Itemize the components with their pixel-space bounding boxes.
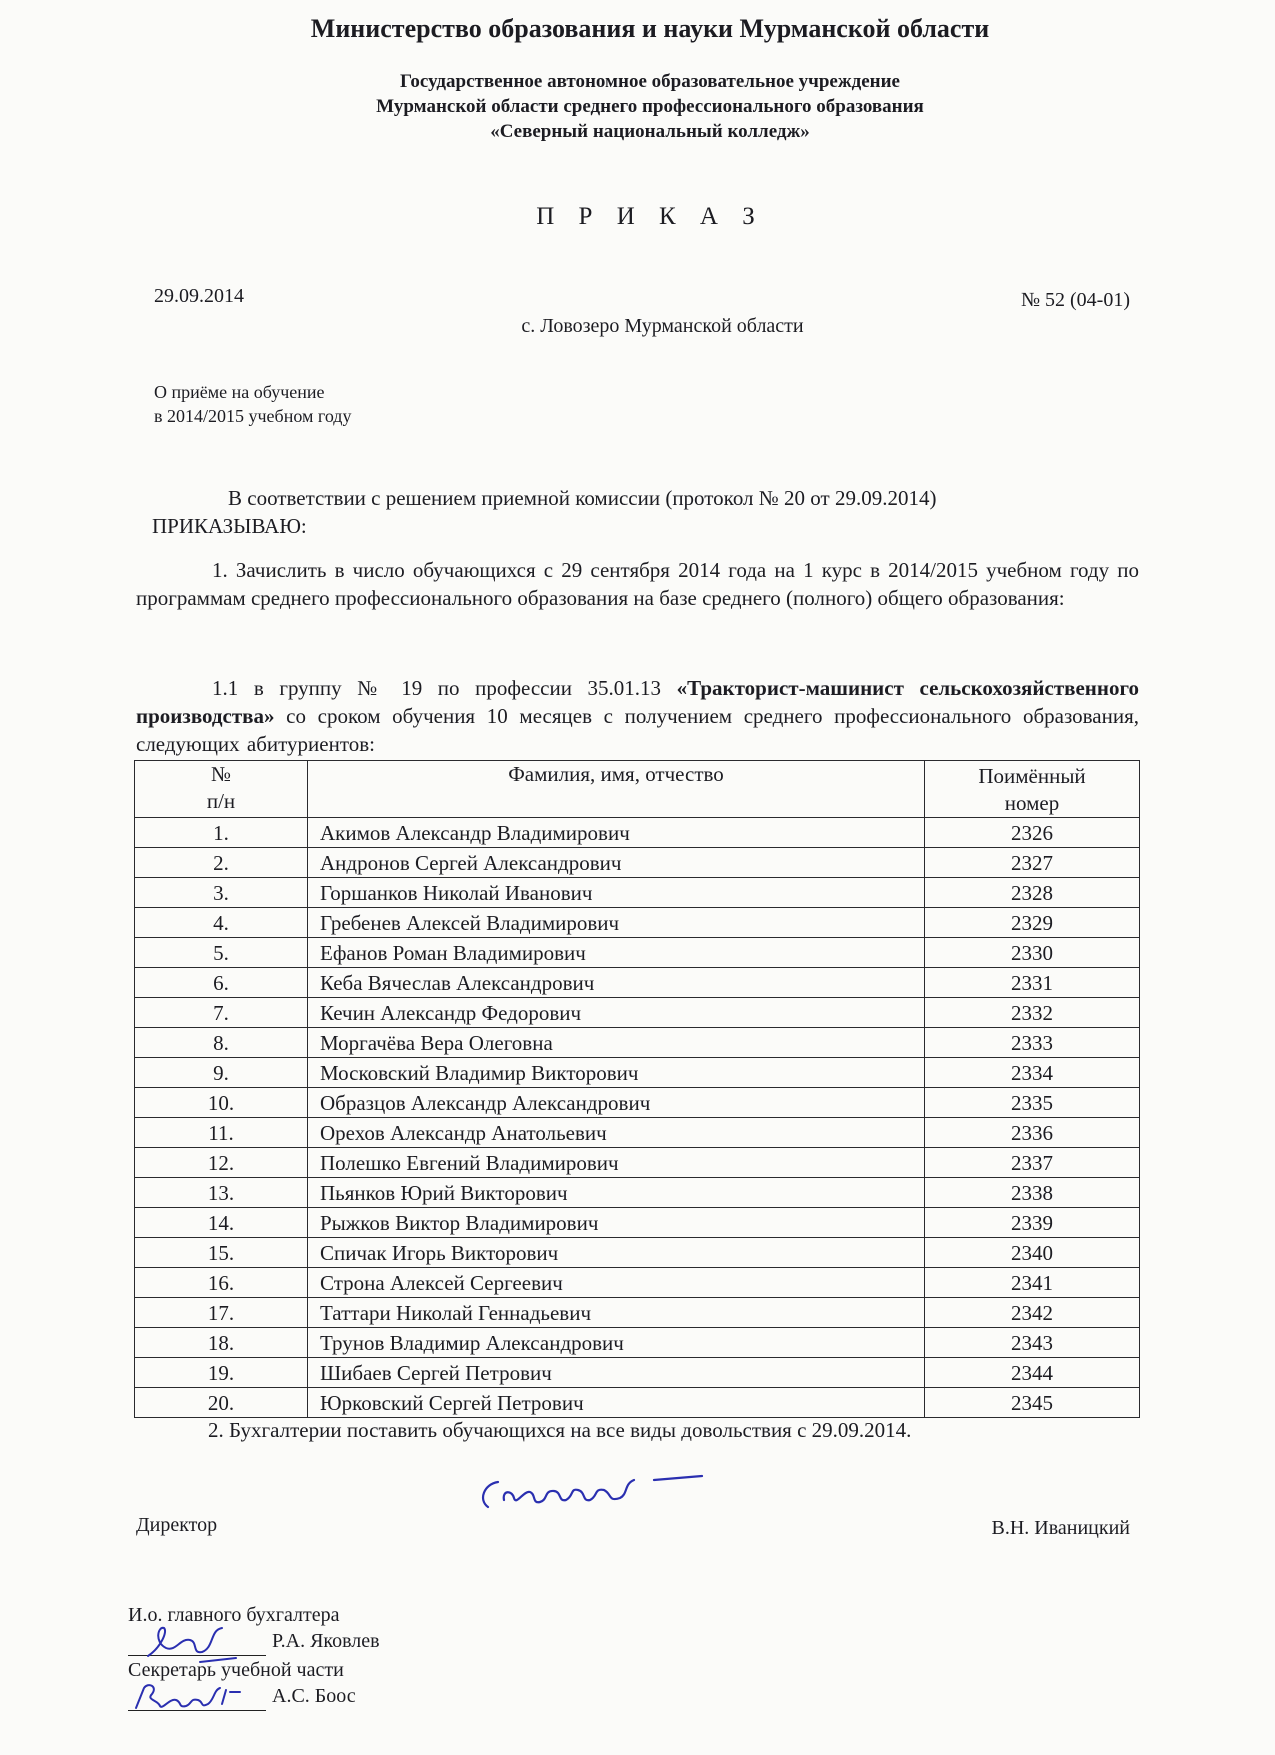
item-1-1-profession: «Тракторист-машинист сельскохозяйственного производства» [136,676,1140,728]
director-title: Директор [136,1514,218,1536]
director-name: В.Н. Иваницкий [991,1517,1130,1539]
order-place: с. Ловозеро Мурманской области [521,315,804,337]
row-number: 10. [135,1088,308,1118]
table-row [135,998,1140,1028]
row-registration-number: 2328 [925,878,1140,908]
row-full-name: Образцов Александр Александрович [308,1088,925,1118]
header-num-line-1: № [210,762,232,786]
table-row [135,1058,1140,1088]
row-full-name: Кеба Вячеслав Александрович [308,968,925,998]
row-registration-number: 2338 [925,1178,1140,1208]
header-num [135,761,308,818]
row-full-name: Пьянков Юрий Викторович [308,1178,925,1208]
row-number: 3. [135,878,308,908]
order-date: 29.09.2014 [154,285,244,307]
table-row [135,1358,1140,1388]
row-full-name: Кечин Александр Федорович [308,998,925,1028]
table-row [135,848,1140,878]
row-number: 18. [135,1328,308,1358]
item-2: 2. Бухгалтерии поставить обучающихся на все виды довольствия с 29.09.2014. [208,1418,912,1442]
table-row [135,1388,1140,1418]
row-number: 14. [135,1208,308,1238]
row-registration-number: 2332 [925,998,1140,1028]
director-signature [474,1460,774,1530]
row-full-name: Ефанов Роман Владимирович [308,938,925,968]
row-registration-number: 2334 [925,1058,1140,1088]
institution-line-1: Государственное автономное образовательное учреждение [399,71,900,92]
table-row [135,818,1140,848]
table-row [135,878,1140,908]
row-registration-number: 2342 [925,1298,1140,1328]
row-number: 11. [135,1118,308,1148]
row-registration-number: 2341 [925,1268,1140,1298]
secretary-name: А.С. Боос [272,1685,356,1707]
row-full-name: Акимов Александр Владимирович [308,818,925,848]
table-row [135,1328,1140,1358]
row-registration-number: 2329 [925,908,1140,938]
row-registration-number: 2326 [925,818,1140,848]
row-full-name: Таттари Николай Геннадьевич [308,1298,925,1328]
table-row [135,938,1140,968]
table-row [135,1028,1140,1058]
row-number: 8. [135,1028,308,1058]
header-reg [925,761,1140,818]
order-word: ПРИКАЗЫВАЮ: [152,514,307,538]
accountant-name: Р.А. Яковлев [272,1630,380,1652]
row-full-name: Трунов Владимир Александрович [308,1328,925,1358]
institution-line-3: «Северный национальный колледж» [490,121,810,142]
row-registration-number: 2345 [925,1388,1140,1418]
table-row [135,1268,1140,1298]
row-full-name: Шибаев Сергей Петрович [308,1358,925,1388]
row-registration-number: 2339 [925,1208,1140,1238]
preamble: В соответствии с решением приемной комиссии (протокол № 20 от 29.09.2014) [228,486,937,510]
subject-line-2: в 2014/2015 учебном году [154,406,352,426]
table-row [135,1208,1140,1238]
row-number: 19. [135,1358,308,1388]
row-number: 9. [135,1058,308,1088]
table-row [135,968,1140,998]
row-registration-number: 2331 [925,968,1140,998]
subject-line-1: О приёме на обучение [154,382,325,402]
row-number: 13. [135,1178,308,1208]
row-registration-number: 2336 [925,1118,1140,1148]
row-number: 6. [135,968,308,998]
row-number: 4. [135,908,308,938]
row-registration-number: 2333 [925,1028,1140,1058]
row-number: 16. [135,1268,308,1298]
row-number: 12. [135,1148,308,1178]
item-1-1 [136,674,1139,758]
institution-line-2: Мурманской области среднего профессионального образования [376,96,924,117]
row-registration-number: 2343 [925,1328,1140,1358]
row-full-name: Горшанков Николай Иванович [308,878,925,908]
row-full-name: Полешко Евгений Владимирович [308,1148,925,1178]
secretary-signature [130,1676,270,1716]
row-number: 1. [135,818,308,848]
table-row [135,1178,1140,1208]
document-type: П Р И К А З [536,203,764,230]
header-reg-line-2: номер [1004,791,1060,815]
row-full-name: Спичак Игорь Викторович [308,1238,925,1268]
ministry-title: Министерство образования и науки Мурманской области [310,14,990,43]
item-1-1-prefix: 1.1 в группу № 19 по профессии 35.01.13 [212,676,677,700]
table-row [135,1088,1140,1118]
table-row [135,1298,1140,1328]
item-1: 1. Зачислить в число обучающихся с 29 сентября 2014 года на 1 курс в 2014/2015 учебном году по программам среднего профессионального образования на базе среднего (полного) общего образования: [136,558,1139,610]
row-full-name: Орехов Александр Анатольевич [308,1118,925,1148]
row-registration-number: 2327 [925,848,1140,878]
students-table [134,760,1140,1418]
row-number: 5. [135,938,308,968]
row-number: 17. [135,1298,308,1328]
table-row [135,908,1140,938]
row-full-name: Московский Владимир Викторович [308,1058,925,1088]
header-num-line-2: п/н [206,789,236,813]
header-name [308,761,925,818]
row-number: 20. [135,1388,308,1418]
table-row [135,1118,1140,1148]
secretary-title: Секретарь учебной части [128,1659,344,1681]
row-registration-number: 2337 [925,1148,1140,1178]
row-registration-number: 2335 [925,1088,1140,1118]
header-reg-line-1: Поимённый [978,764,1086,788]
table-row [135,1238,1140,1268]
row-number: 2. [135,848,308,878]
row-full-name: Андронов Сергей Александрович [308,848,925,878]
row-number: 15. [135,1238,308,1268]
accountant-title: И.о. главного бухгалтера [128,1604,340,1626]
row-full-name: Моргачёва Вера Олеговна [308,1028,925,1058]
table-row [135,1148,1140,1178]
row-full-name: Юрковский Сергей Петрович [308,1388,925,1418]
table-header-row [135,761,1140,818]
row-registration-number: 2344 [925,1358,1140,1388]
header-name-text: Фамилия, имя, отчество [508,762,724,786]
row-full-name: Гребенев Алексей Владимирович [308,908,925,938]
row-number: 7. [135,998,308,1028]
row-registration-number: 2340 [925,1238,1140,1268]
row-full-name: Рыжков Виктор Владимирович [308,1208,925,1238]
row-registration-number: 2330 [925,938,1140,968]
order-number: № 52 (04-01) [1020,289,1130,311]
row-full-name: Строна Алексей Сергеевич [308,1268,925,1298]
item-1-1-suffix: со сроком обучения 10 месяцев с получением среднего профессионального образования, следующих абитуриентов: [136,704,1139,756]
